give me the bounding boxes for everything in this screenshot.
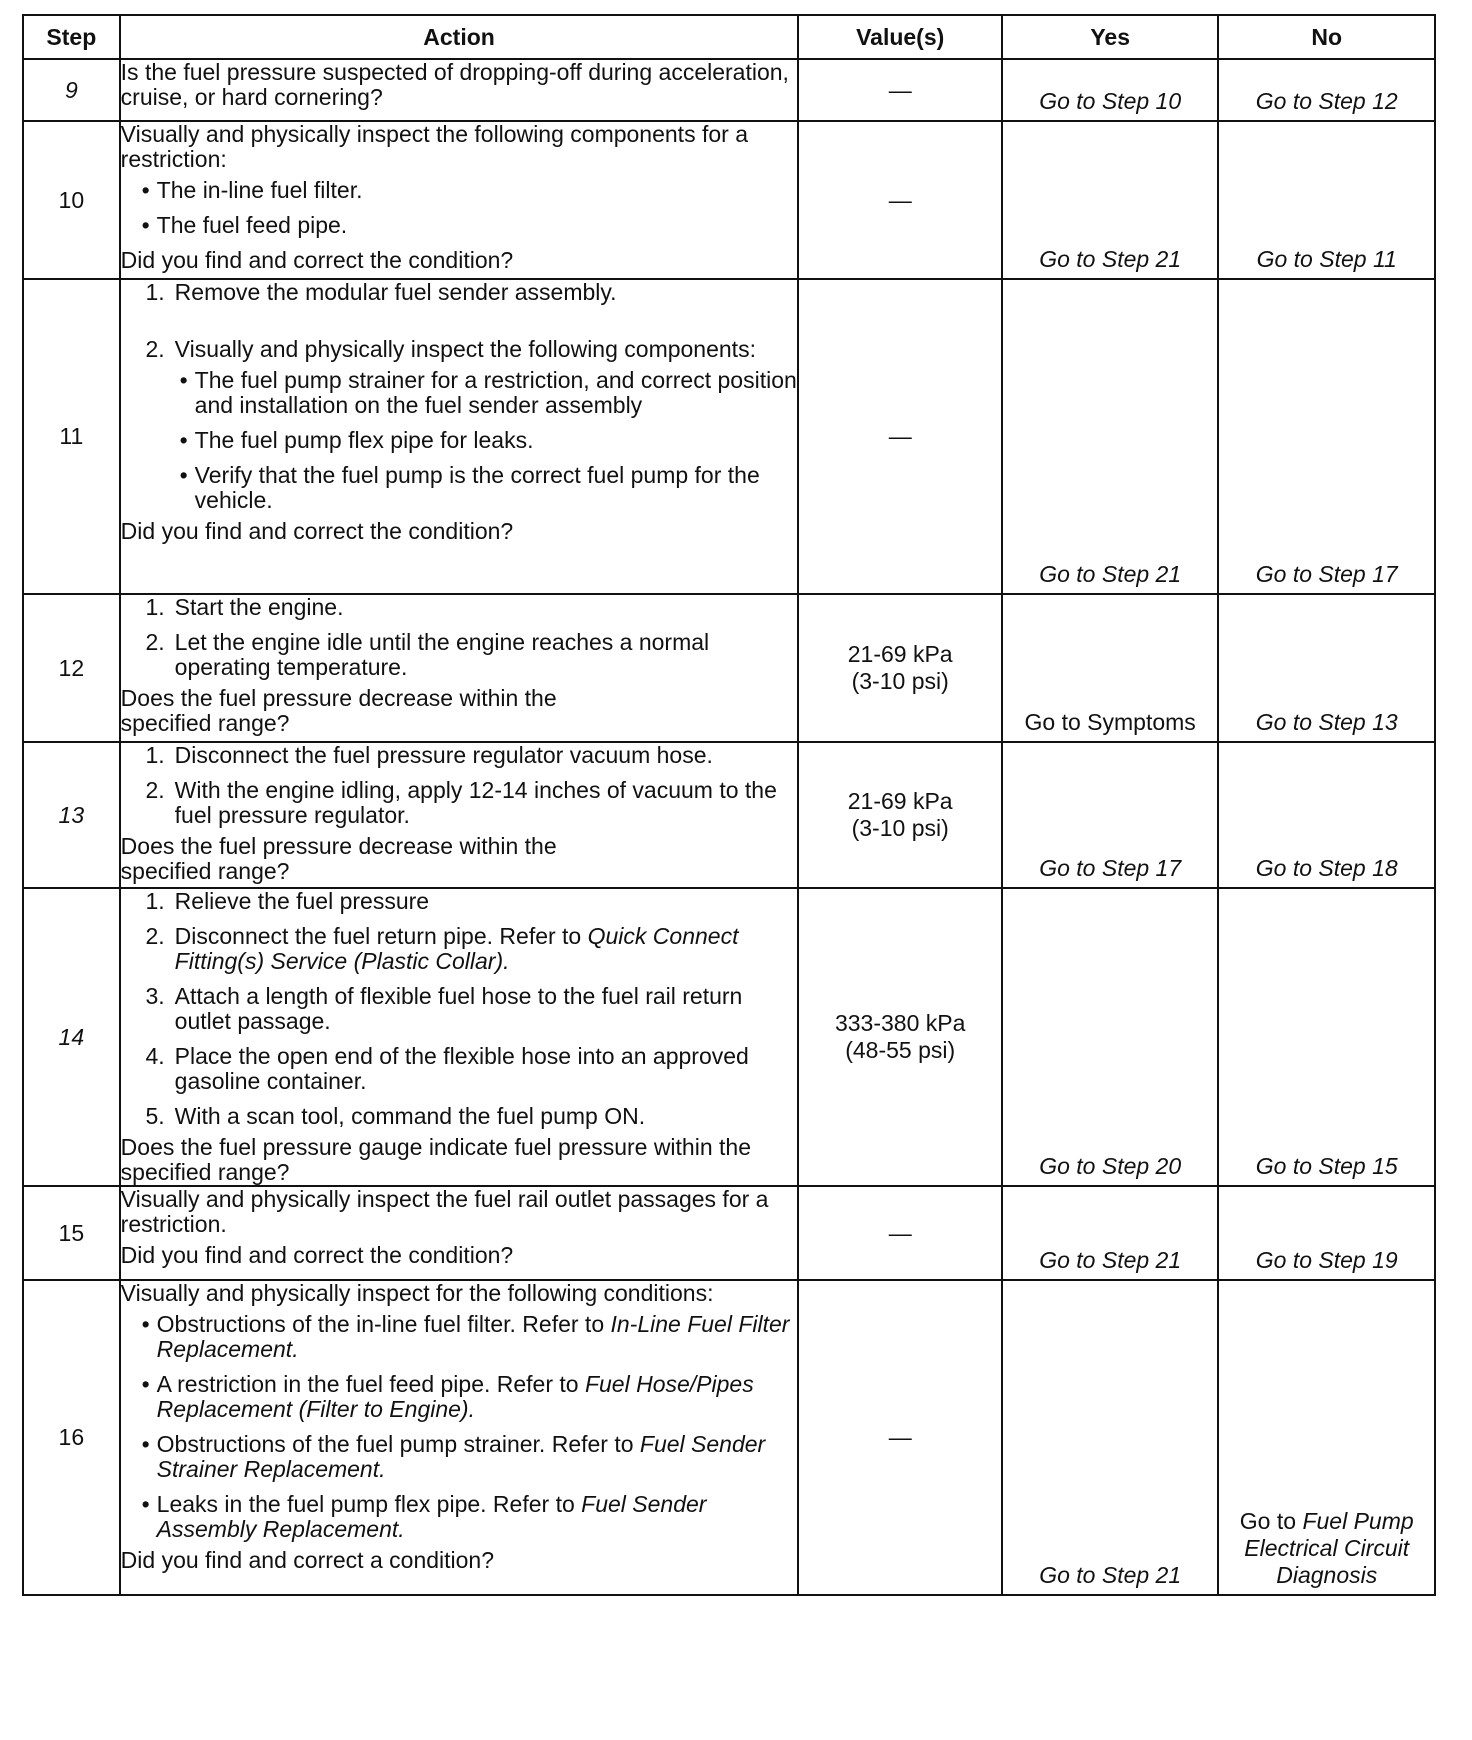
table-row xyxy=(23,742,1435,888)
numbered-item xyxy=(121,595,798,620)
bullet-icon: • xyxy=(141,1311,150,1337)
item-text: Attach a length of flexible fuel hose to the fuel rail return outlet passage. xyxy=(174,983,743,1034)
bullet-icon: • xyxy=(179,367,188,393)
bullet-text xyxy=(157,1492,798,1542)
action-cell xyxy=(120,121,799,279)
item-text: Remove the modular fuel sender assembly. xyxy=(174,279,617,305)
action-cell xyxy=(120,888,799,1186)
table-row xyxy=(23,121,1435,279)
bullet-icon: • xyxy=(179,427,188,453)
yes-cell: Go to Step 20 xyxy=(1002,888,1219,1186)
bullet-text xyxy=(157,1432,798,1482)
bullet-item xyxy=(121,1372,798,1422)
value-kpa: 21-69 kPa xyxy=(847,788,953,814)
bullet-text-plain: Obstructions of the fuel pump strainer. Refer to xyxy=(156,1431,640,1457)
item-number: 2. xyxy=(145,629,165,655)
diagnostic-table xyxy=(22,14,1436,1596)
item-text: Disconnect the fuel pressure regulator vacuum hose. xyxy=(174,742,713,768)
bullet-item xyxy=(121,1432,798,1482)
action-question: Did you find and correct the condition? xyxy=(120,247,514,273)
numbered-item xyxy=(121,280,798,305)
reference-link: Quick Connect Fitting(s) Service (Plastic Collar). xyxy=(174,923,739,974)
action-question: Does the fuel pressure gauge indicate fuel pressure within the specified range? xyxy=(120,1134,751,1185)
item-text: Let the engine idle until the engine reaches a normal operating temperature. xyxy=(174,629,710,680)
reference-link: Fuel Sender Assembly Replacement. xyxy=(156,1491,707,1542)
table-row xyxy=(23,888,1435,1186)
bullet-text xyxy=(157,1372,798,1422)
bullet-icon: • xyxy=(141,1431,150,1457)
value-cell xyxy=(798,59,1001,121)
action-cell xyxy=(120,1186,799,1280)
step-number: 10 xyxy=(23,121,120,279)
step-number: 11 xyxy=(23,279,120,594)
header-yes: Yes xyxy=(1002,15,1219,59)
no-cell: Go to Step 11 xyxy=(1218,121,1435,279)
no-cell: Go to Step 12 xyxy=(1218,59,1435,121)
bullet-text xyxy=(157,1312,798,1362)
bullet-text: The fuel pump strainer for a restriction, and correct position and installation on the fuel sender assembly xyxy=(194,367,797,418)
no-cell: Go to Step 13 xyxy=(1218,594,1435,742)
numbered-item xyxy=(121,924,798,974)
action-question: Does the fuel pressure decrease within the specified range? xyxy=(120,685,557,736)
bullet-icon: • xyxy=(179,462,188,488)
bullet-item xyxy=(121,368,798,418)
bullet-icon: • xyxy=(141,212,150,238)
value-cell xyxy=(798,1186,1001,1280)
item-text xyxy=(175,924,798,974)
action-cell xyxy=(120,59,799,121)
yes-cell: Go to Step 21 xyxy=(1002,1186,1219,1280)
action-intro: Visually and physically inspect for the following conditions: xyxy=(120,1280,714,1306)
numbered-item xyxy=(121,743,798,768)
numbered-item xyxy=(121,337,798,362)
value-kpa: 21-69 kPa xyxy=(847,641,953,667)
yes-cell: Go to Step 17 xyxy=(1002,742,1219,888)
bullet-text-plain: Leaks in the fuel pump flex pipe. Refer to xyxy=(156,1491,582,1517)
value-psi: (3-10 psi) xyxy=(851,668,949,694)
header-step: Step xyxy=(23,15,120,59)
step-number: 16 xyxy=(23,1280,120,1595)
bullet-text-plain: Obstructions of the in-line fuel filter. Refer to xyxy=(156,1311,611,1337)
header-values: Value(s) xyxy=(798,15,1001,59)
numbered-item xyxy=(121,1104,798,1129)
value-dash: — xyxy=(888,423,912,449)
action-question: Does the fuel pressure decrease within the specified range? xyxy=(120,833,557,884)
value-cell xyxy=(798,888,1001,1186)
bullet-text: Verify that the fuel pump is the correct fuel pump for the vehicle. xyxy=(194,462,760,513)
item-number: 5. xyxy=(145,1103,165,1129)
action-question: Did you find and correct a condition? xyxy=(120,1547,495,1573)
value-cell xyxy=(798,742,1001,888)
action-intro: Visually and physically inspect the fuel rail outlet passages for a restriction. xyxy=(120,1186,769,1237)
step-number: 9 xyxy=(23,59,120,121)
step-number: 12 xyxy=(23,594,120,742)
bullet-icon: • xyxy=(141,1491,150,1517)
reference-link: Fuel Hose/Pipes Replacement (Filter to Engine). xyxy=(156,1371,754,1422)
bullet-text-plain: A restriction in the fuel feed pipe. Refer to xyxy=(156,1371,585,1397)
item-number: 3. xyxy=(145,983,165,1009)
step-number: 15 xyxy=(23,1186,120,1280)
value-cell xyxy=(798,594,1001,742)
item-number: 2. xyxy=(145,336,165,362)
item-number: 1. xyxy=(145,279,165,305)
bullet-text: The fuel feed pipe. xyxy=(156,212,348,238)
reference-link: Fuel Pump Electrical Circuit Diagnosis xyxy=(1244,1508,1414,1588)
item-number: 1. xyxy=(145,742,165,768)
item-number: 2. xyxy=(145,923,165,949)
bullet-item xyxy=(121,1492,798,1542)
no-cell xyxy=(1218,1280,1435,1595)
item-number: 1. xyxy=(145,888,165,914)
table-row xyxy=(23,59,1435,121)
item-text: Place the open end of the flexible hose into an approved gasoline container. xyxy=(174,1043,749,1094)
header-row xyxy=(23,15,1435,59)
value-dash: — xyxy=(888,76,912,103)
item-text: Relieve the fuel pressure xyxy=(174,888,430,914)
item-text: Visually and physically inspect the following components: xyxy=(174,336,756,362)
numbered-item xyxy=(121,630,798,680)
bullet-icon: • xyxy=(141,177,150,203)
item-text-plain: Disconnect the fuel return pipe. Refer to xyxy=(174,923,588,949)
no-cell: Go to Step 17 xyxy=(1218,279,1435,594)
header-action: Action xyxy=(120,15,799,59)
value-dash: — xyxy=(888,1424,912,1450)
action-cell xyxy=(120,594,799,742)
value-cell xyxy=(798,1280,1001,1595)
bullet-text: The fuel pump flex pipe for leaks. xyxy=(194,427,534,453)
action-cell xyxy=(120,279,799,594)
item-text: With the engine idling, apply 12-14 inches of vacuum to the fuel pressure regulator. xyxy=(174,777,777,828)
reference-link: In-Line Fuel Filter Replacement. xyxy=(156,1311,790,1362)
action-cell xyxy=(120,1280,799,1595)
no-cell: Go to Step 19 xyxy=(1218,1186,1435,1280)
item-text: With a scan tool, command the fuel pump ON. xyxy=(174,1103,646,1129)
bullet-item xyxy=(121,428,798,453)
item-text: Start the engine. xyxy=(174,594,344,620)
value-cell xyxy=(798,279,1001,594)
item-number: 2. xyxy=(145,777,165,803)
yes-cell: Go to Step 10 xyxy=(1002,59,1219,121)
value-kpa: 333-380 kPa xyxy=(834,1010,966,1036)
step-number: 13 xyxy=(23,742,120,888)
action-question: Did you find and correct the condition? xyxy=(120,518,514,544)
bullet-item xyxy=(121,463,798,513)
table-row xyxy=(23,594,1435,742)
reference-link: Fuel Sender Strainer Replacement. xyxy=(156,1431,766,1482)
yes-cell: Go to Symptoms xyxy=(1002,594,1219,742)
table-row xyxy=(23,1186,1435,1280)
header-no: No xyxy=(1218,15,1435,59)
bullet-item xyxy=(121,1312,798,1362)
value-cell xyxy=(798,121,1001,279)
action-cell xyxy=(120,742,799,888)
numbered-item xyxy=(121,1044,798,1094)
bullet-item xyxy=(121,213,798,238)
yes-cell: Go to Step 21 xyxy=(1002,279,1219,594)
table-row xyxy=(23,279,1435,594)
table-row xyxy=(23,1280,1435,1595)
action-question: Is the fuel pressure suspected of dropping-off during acceleration, cruise, or hard cornering? xyxy=(120,59,789,110)
item-number: 1. xyxy=(145,594,165,620)
yes-cell: Go to Step 21 xyxy=(1002,121,1219,279)
no-text-plain: Go to xyxy=(1239,1508,1303,1534)
numbered-item xyxy=(121,889,798,914)
bullet-item xyxy=(121,178,798,203)
value-psi: (48-55 psi) xyxy=(845,1037,956,1063)
numbered-item xyxy=(121,984,798,1034)
bullet-text: The in-line fuel filter. xyxy=(156,177,363,203)
no-cell: Go to Step 18 xyxy=(1218,742,1435,888)
value-psi: (3-10 psi) xyxy=(851,815,949,841)
yes-cell: Go to Step 21 xyxy=(1002,1280,1219,1595)
bullet-icon: • xyxy=(141,1371,150,1397)
action-intro: Visually and physically inspect the following components for a restriction: xyxy=(120,121,748,172)
no-cell: Go to Step 15 xyxy=(1218,888,1435,1186)
item-number: 4. xyxy=(145,1043,165,1069)
value-dash: — xyxy=(888,186,912,213)
step-number: 14 xyxy=(23,888,120,1186)
value-dash: — xyxy=(888,1219,912,1246)
action-question: Did you find and correct the condition? xyxy=(120,1242,514,1268)
numbered-item xyxy=(121,778,798,828)
